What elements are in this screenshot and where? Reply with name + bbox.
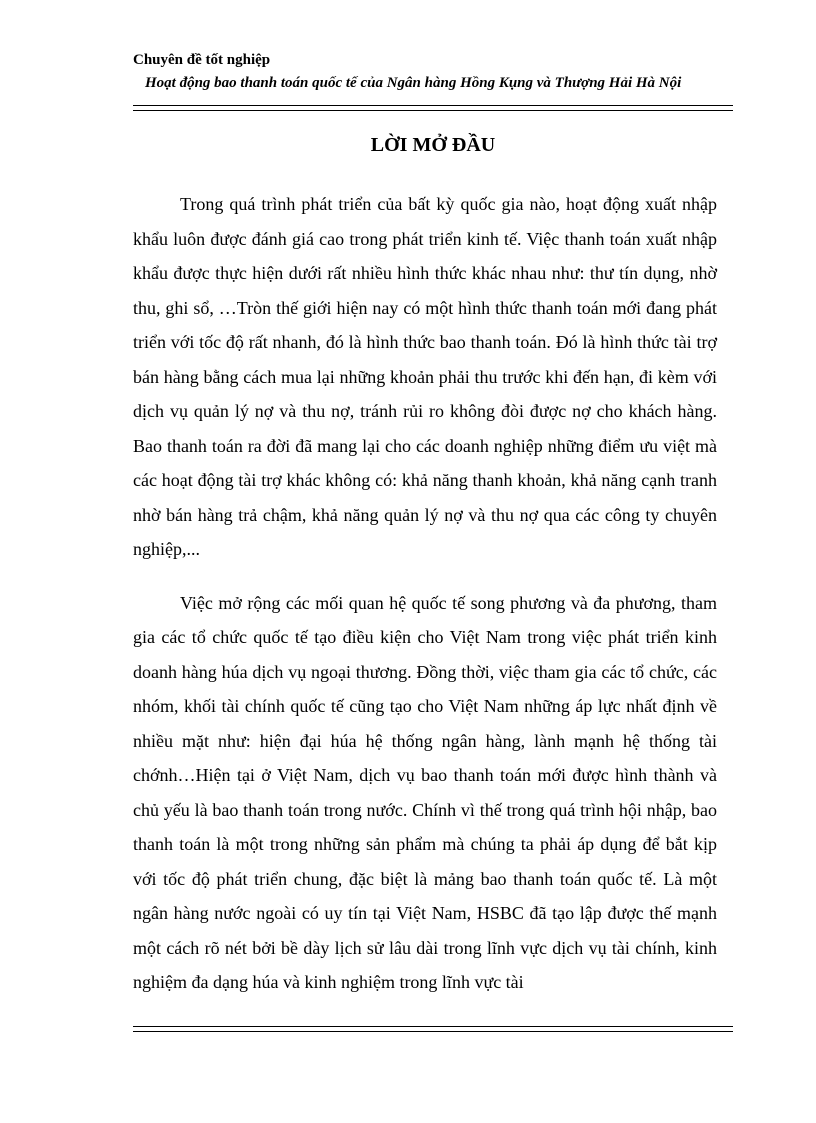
header-thesis-title: Hoạt động bao thanh toán quốc tế của Ngân hàng Hồng Kụng và Thượng Hải Hà Nội (145, 75, 682, 91)
running-header (133, 50, 733, 94)
paragraph-2: Việc mở rộng các mối quan hệ quốc tế song phương và đa phương, tham gia các tổ chức quốc tế tạo điều kiện cho Việt Nam trong việc phát triển kinh doanh hàng húa dịch vụ ngoại thương. Đồng thời, việc tham gia các tổ chức, các nhóm, khối tài chính quốc tế cũng tạo cho Việt Nam những áp lực nhất định về nhiều mặt như: hiện đại húa hệ thống ngân hàng, lành mạnh hệ thống tài chớnh…Hiện tại ở Việt Nam, dịch vụ bao thanh toán mới được hình thành và chủ yếu là bao thanh toán trong nước. Chính vì thế trong quá trình hội nhập, bao thanh toán là một trong những sản phẩm mà chúng ta phải áp dụng để bắt kịp với tốc độ phát triển chung, đặc biệt là mảng bao thanh toán quốc tế. Là một ngân hàng nước ngoài có uy tín tại Việt Nam, HSBC đã tạo lập được thế mạnh một cách rõ nét bởi bề dày lịch sử lâu dài trong lĩnh vực dịch vụ tài chính, kinh nghiệm đa dạng húa và kinh nghiệm trong lĩnh vực tài (133, 592, 717, 992)
page-title: LỜI MỞ ĐẦU (370, 134, 496, 156)
body-text (133, 187, 717, 1000)
paragraph-1: Trong quá trình phát triển của bất kỳ quốc gia nào, hoạt động xuất nhập khẩu luôn được đánh giá cao trong phát triển kinh tế. Việc thanh toán xuất nhập khẩu được thực hiện dưới rất nhiều hình thức khác nhau như: thư tín dụng, nhờ thu, ghi sổ, …Tròn thế giới hiện nay có một hình thức thanh toán mới đang phát triển với tốc độ rất nhanh, đó là hình thức bao thanh toán. Đó là hình thức tài trợ bán hàng bằng cách mua lại những khoản phải thu trước khi đến hạn, đi kèm với dịch vụ quản lý nợ và thu nợ, tránh rủi ro không đòi được nợ cho khách hàng. Bao thanh toán ra đời đã mang lại cho các doanh nghiệp những điểm ưu việt mà các hoạt động tài trợ khác không có: khả năng thanh khoản, khả năng cạnh tranh nhờ bán hàng trả chậm, khả năng quản lý nợ và thu nợ qua các công ty chuyên nghiệp,... (133, 194, 717, 559)
header-divider (133, 105, 733, 111)
footer-divider (133, 1026, 733, 1032)
header-category: Chuyên đề tốt nghiệp (133, 52, 271, 68)
